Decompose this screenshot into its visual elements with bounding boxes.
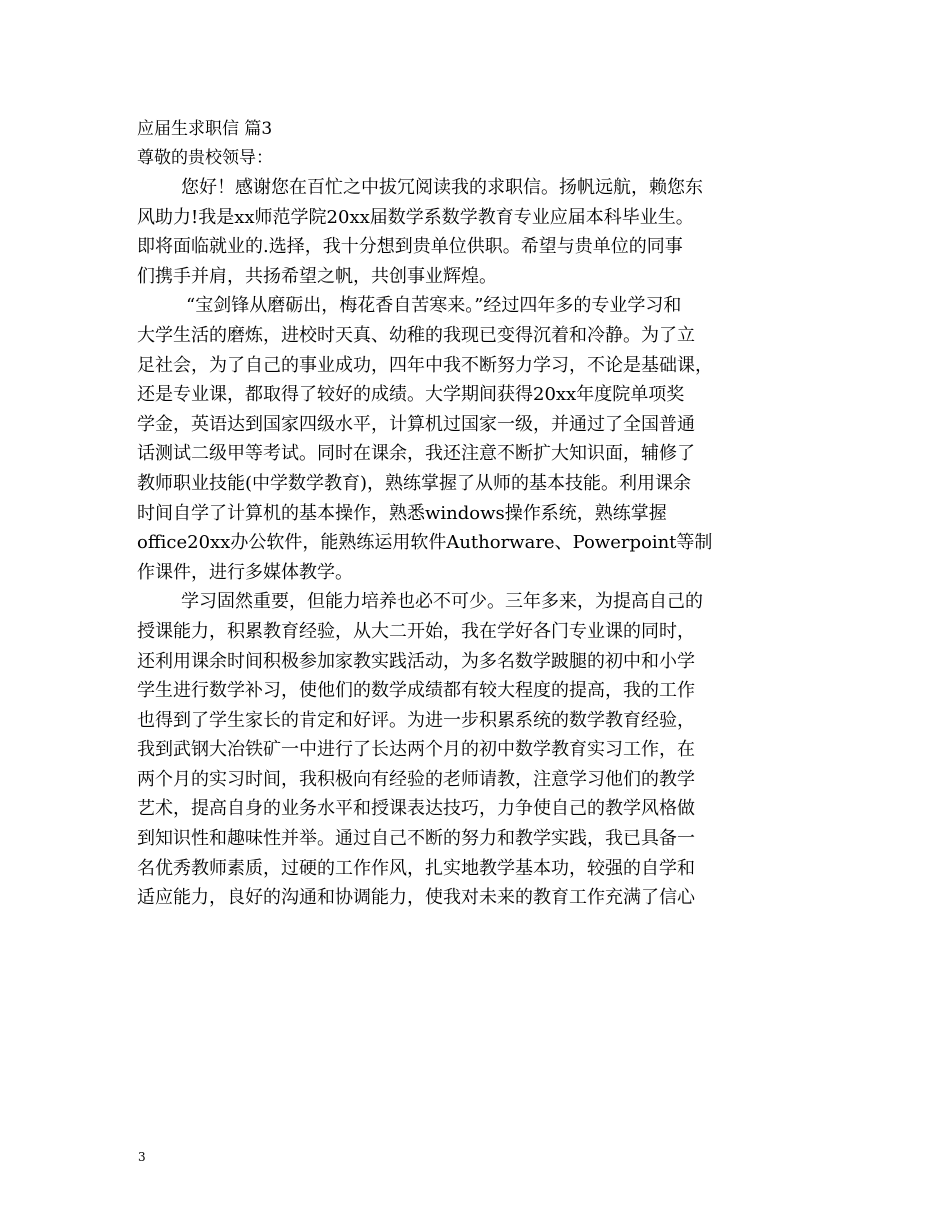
paragraph-line: 适应能力，良好的沟通和协调能力，使我对未来的教育工作充满了信心	[137, 887, 695, 909]
letter-body	[137, 116, 823, 913]
paragraph-study	[137, 291, 823, 587]
paragraph-line: 教师职业技能(中学数学教育)，熟练掌握了从师的基本技能。利用课余	[137, 472, 692, 494]
paragraph-line: 我到武钢大冶铁矿一中进行了长达两个月的初中数学教育实习工作，在	[137, 739, 695, 761]
paragraph-line: 还利用课余时间积极参加家教实践活动，为多名数学跛腿的初中和小学	[137, 650, 695, 672]
paragraph-line: “宝剑锋从磨砺出，梅花香自苦寒来。”经过四年多的专业学习和	[186, 295, 682, 317]
document-heading: 应届生求职信 篇3	[137, 119, 273, 139]
paragraph-line: 们携手并肩，共扬希望之帆，共创事业辉煌。	[137, 265, 497, 287]
paragraph-line: 名优秀教师素质，过硬的工作作风，扎实地教学基本功，较强的自学和	[137, 857, 695, 879]
page-number: 3	[138, 1150, 146, 1164]
paragraph-line: office20xx办公软件，能熟练运用软件Authorware、Powerpoint等制	[137, 532, 713, 554]
paragraph-line: 您好！感谢您在百忙之中拔冗阅读我的求职信。扬帆远航，赖您东	[181, 177, 703, 198]
paragraph-line: 话测试二级甲等考试。同时在课余，我还注意不断扩大知识面，辅修了	[137, 443, 695, 465]
paragraph-line: 两个月的实习时间，我积极向有经验的老师请教，注意学习他们的教学	[137, 768, 695, 790]
paragraph-line: 作课件，进行多媒体教学。	[137, 561, 353, 583]
paragraph-line: 学生进行数学补习，使他们的数学成绩都有较大程度的提高，我的工作	[137, 680, 695, 702]
paragraph-line: 风助力!我是xx师范学院20xx届数学系数学教育专业应届本科毕业生。	[137, 206, 694, 228]
paragraph-line: 到知识性和趣味性并举。通过自己不断的努力和教学实践，我已具备一	[137, 828, 695, 850]
paragraph-line: 时间自学了计算机的基本操作，熟悉windows操作系统，熟练掌握	[137, 502, 667, 524]
paragraph-line: 大学生活的磨炼，进校时天真、幼稚的我现已变得沉着和冷静。为了立	[137, 324, 695, 346]
paragraph-line: 艺术，提高自身的业务水平和授课表达技巧，力争使自己的教学风格做	[137, 798, 695, 820]
salutation: 尊敬的贵校领导：	[137, 148, 273, 168]
paragraph-ability	[137, 587, 823, 913]
paragraph-line: 还是专业课，都取得了较好的成绩。大学期间获得20xx年度院单项奖	[137, 384, 685, 406]
paragraph-line: 足社会，为了自己的事业成功，四年中我不断努力学习，不论是基础课，	[137, 354, 713, 376]
paragraph-line: 即将面临就业的.选择，我十分想到贵单位供职。希望与贵单位的同事	[137, 236, 683, 258]
paragraph-line: 学金，英语达到国家四级水平，计算机过国家一级，并通过了全国普通	[137, 413, 695, 435]
paragraph-line: 学习固然重要，但能力培养也必不可少。三年多来，为提高自己的	[181, 591, 703, 613]
paragraph-line: 也得到了学生家长的肯定和好评。为进一步积累系统的数学教育经验，	[137, 709, 695, 731]
paragraph-line: 授课能力，积累教育经验，从大二开始，我在学好各门专业课的同时，	[137, 620, 695, 642]
paragraph-greeting	[137, 173, 823, 291]
